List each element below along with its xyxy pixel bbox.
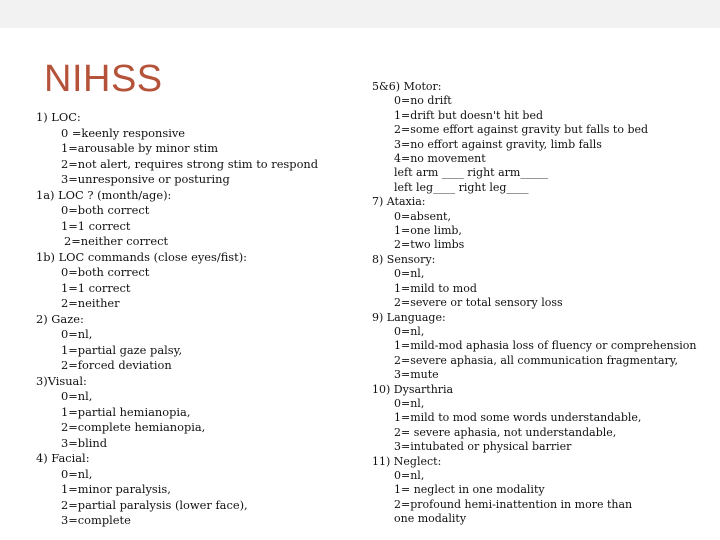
score-option: 2=severe or total sensory loss — [394, 296, 563, 310]
score-option: 0=nl, — [61, 466, 93, 481]
section-heading: 5&6) Motor: — [372, 80, 442, 93]
section-heading: 9) Language: — [372, 310, 446, 324]
section-heading: 11) Neglect: — [372, 454, 442, 468]
score-option: 0=absent, — [394, 209, 451, 223]
score-option: 4=no movement — [394, 152, 486, 166]
score-option: 3=complete — [61, 513, 131, 527]
score-option: 2=not alert, requires strong stim to respond — [61, 156, 319, 171]
score-option: 1=partial gaze palsy, — [61, 342, 183, 357]
score-option: 0=nl, — [394, 267, 425, 281]
section-heading: 1) LOC: — [36, 110, 81, 124]
score-option: 0=nl, — [61, 327, 93, 341]
score-option: 2=partial paralysis (lower face), — [61, 497, 248, 512]
score-option: 1=partial hemianopia, — [61, 404, 191, 419]
score-option: 1=minor paralysis, — [61, 482, 171, 496]
score-option: 2=complete hemianopia, — [61, 420, 206, 434]
score-option: 1= neglect in one modality — [394, 483, 545, 497]
score-option: 3=unresponsive or posturing — [61, 172, 230, 186]
section-heading: 8) Sensory: — [372, 252, 436, 266]
score-option: 0=nl, — [394, 324, 425, 338]
score-option: 2= severe aphasia, not understandable, — [394, 425, 617, 439]
score-option: 1=mild to mod some words understandable, — [394, 411, 642, 425]
score-option: 0=nl, — [394, 468, 425, 482]
score-option: 1=drift but doesn't hit bed — [394, 108, 544, 122]
section-heading: 4) Facial: — [36, 451, 90, 465]
score-option: 1=one limb, — [394, 224, 462, 238]
score-option: 2=forced deviation — [61, 358, 172, 372]
score-option: 0 =keenly responsive — [61, 125, 186, 140]
score-option: 1=mild-mod aphasia loss of fluency or comprehension — [394, 339, 697, 353]
score-option: 2=some effort against gravity but falls to bed — [394, 123, 649, 137]
left-column — [36, 110, 318, 529]
score-option: 1=arousable by minor stim — [61, 141, 219, 155]
score-option: 1=1 correct — [61, 218, 131, 233]
score-option: 3=no effort against gravity, limb falls — [394, 137, 602, 151]
section-heading: 10) Dysarthria — [372, 382, 454, 396]
score-option: 2=neither correct — [64, 234, 169, 248]
section-heading: 1a) LOC ? (month/age): — [36, 187, 172, 202]
score-option: 0=nl, — [394, 396, 425, 410]
section-heading: 7) Ataxia: — [372, 195, 426, 209]
score-option: 0=no drift — [394, 94, 452, 108]
score-option: 0=nl, — [61, 389, 93, 403]
score-option: 0=both correct — [61, 265, 150, 279]
section-heading: 2) Gaze: — [36, 311, 84, 326]
score-option: 2=severe aphasia, all communication fragmentary, — [394, 353, 679, 367]
section-heading: 3)Visual: — [36, 373, 87, 388]
score-option: 3=intubated or physical barrier — [394, 440, 572, 454]
score-option: 0=both correct — [61, 203, 150, 217]
score-option: 3=blind — [61, 435, 107, 450]
score-option: 1=mild to mod — [394, 281, 477, 295]
score-option: 2=neither — [61, 296, 120, 310]
score-option: 2=two limbs — [394, 238, 465, 252]
right-column — [372, 80, 696, 527]
score-option: left leg____ right leg____ — [394, 180, 529, 194]
score-option: left arm ____ right arm_____ — [394, 166, 548, 180]
slide-title: NIHSS — [44, 58, 163, 100]
score-option: 3=mute — [394, 368, 439, 382]
score-option: 2=profound hemi-inattention in more than one modality — [394, 497, 633, 526]
section-heading: 1b) LOC commands (close eyes/fist): — [36, 249, 247, 264]
score-option: 1=1 correct — [61, 280, 131, 295]
top-band — [0, 0, 720, 28]
